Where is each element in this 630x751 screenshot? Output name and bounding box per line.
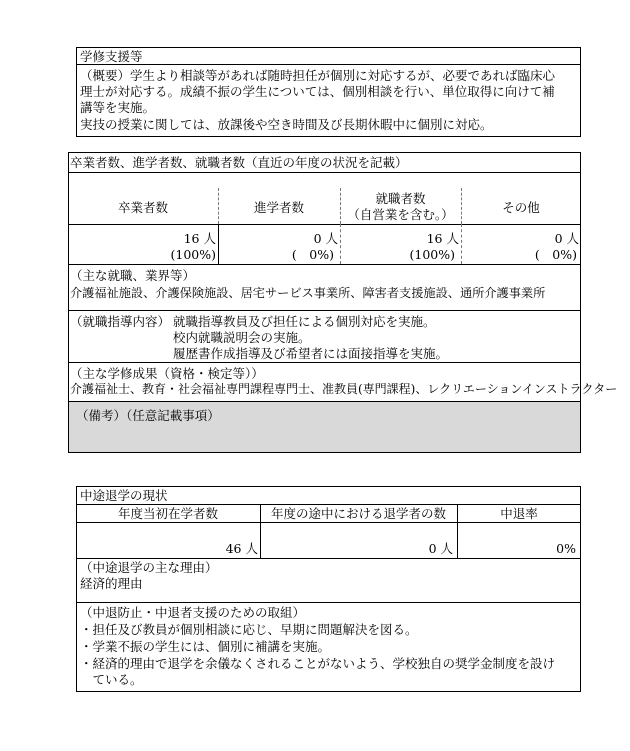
measures-line: ・担任及び教員が個別相談に応じ、早期に問題解決を図る。 xyxy=(80,622,418,637)
value-dropouts: 0 人 xyxy=(428,541,453,556)
achievements: 介護福祉士、教育・社会福祉専門課程専門士、准教員(専門課程)、レクリエーションインストラクター xyxy=(70,382,618,396)
divider xyxy=(76,602,581,603)
dropout-title: 中途退学の現状 xyxy=(80,488,168,503)
header-enrolled: 年度当初在学者数 xyxy=(117,506,218,521)
study-support-line: 実技の授業に関しては、放課後や空き時間及び長期休暇中に個別に対応。 xyxy=(80,117,493,132)
header-employed-note: （自営業を含む。） xyxy=(347,207,454,222)
value-further-study-pct: ( 0%) xyxy=(291,247,334,262)
value-other-pct: ( 0%) xyxy=(534,247,577,262)
divider xyxy=(68,310,581,311)
divider xyxy=(68,362,581,363)
header-dropouts: 年度の途中における退学者の数 xyxy=(270,506,446,521)
guidance-label: （就職指導内容） xyxy=(70,314,171,329)
achievements-label: （主な学修成果（資格・検定等）） xyxy=(70,366,264,381)
divider xyxy=(76,64,581,65)
graduates-title: 卒業者数、進学者数、就職者数（直近の年度の状況を記載） xyxy=(70,155,408,170)
header-employed: 就職者数 xyxy=(375,191,426,206)
divider xyxy=(68,172,581,173)
guidance-line: 就職指導教員及び担任による個別対応を実施。 xyxy=(173,314,436,329)
header-graduates: 卒業者数 xyxy=(117,200,168,215)
reasons: 経済的理由 xyxy=(80,576,143,591)
measures-line: ・学業不振の学生には、個別に補講を実施。 xyxy=(80,639,331,654)
study-support-title: 学修支援等 xyxy=(80,49,143,64)
divider xyxy=(76,522,581,523)
value-employed-pct: (100%) xyxy=(409,247,455,262)
study-support-line: （概要）学生より相談等があれば随時担任が個別に対応するが、必要であれば臨床心 xyxy=(80,68,556,83)
guidance-line: 校内就職説明会の実施。 xyxy=(173,330,311,345)
header-further-study: 進学者数 xyxy=(253,200,304,215)
study-support-line: 講等を実施。 xyxy=(80,100,156,115)
main-employment: 介護福祉施設、介護保険施設、居宅サービス事業所、障害者支援施設、通所介護事業所 xyxy=(70,286,546,300)
value-graduates: 16 人 xyxy=(183,231,216,246)
remarks-label: （備考）（任意記載事項） xyxy=(76,408,220,423)
value-employed: 16 人 xyxy=(426,231,459,246)
guidance-line: 履歴書作成指導及び希望者には面接指導を実施。 xyxy=(173,346,449,361)
value-further-study: 0 人 xyxy=(313,231,338,246)
divider xyxy=(68,264,581,265)
value-enrolled: 46 人 xyxy=(225,541,258,556)
divider xyxy=(76,558,581,559)
measures-line: ている。 xyxy=(80,672,143,687)
header-other: その他 xyxy=(502,200,540,215)
value-graduates-pct: (100%) xyxy=(170,247,216,262)
value-rate: 0% xyxy=(556,541,576,556)
divider xyxy=(76,504,581,505)
header-rate: 中退率 xyxy=(500,506,538,521)
reasons-label: （中途退学の主な理由） xyxy=(80,560,218,575)
value-other: 0 人 xyxy=(554,231,579,246)
study-support-line: 理士が対応する。成績不振の学生については、個別相談を行い、単位取得に向けて補 xyxy=(80,84,555,99)
measures-line: ・経済的理由で退学を余儀なくされることがないよう、学校独自の奨学金制度を設け xyxy=(80,656,556,671)
main-employment-label: （主な就職、業界等） xyxy=(70,268,196,283)
measures-label: （中退防止・中退者支援のための取組） xyxy=(80,605,306,620)
divider xyxy=(68,224,581,225)
